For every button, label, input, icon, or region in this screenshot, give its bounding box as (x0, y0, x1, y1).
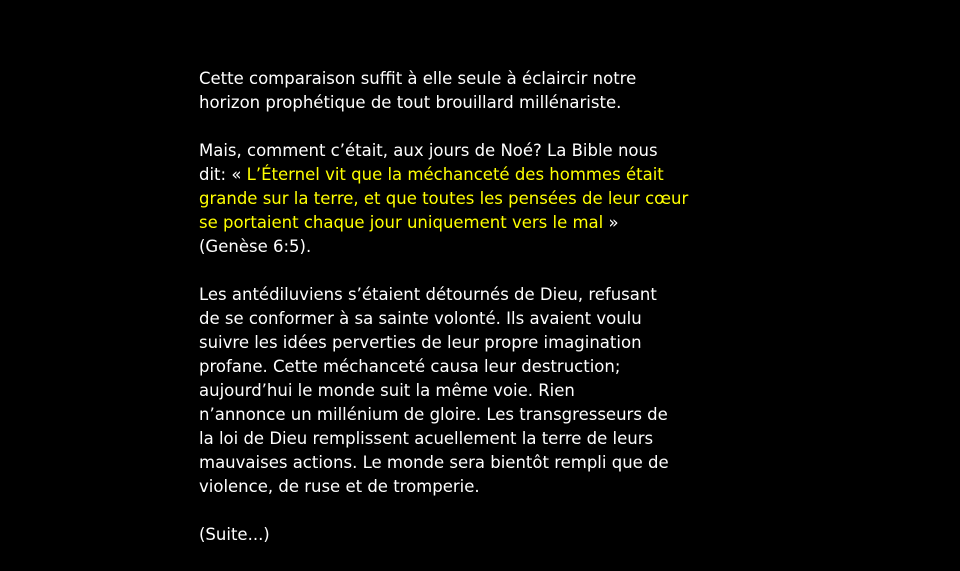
paragraph-line: n’annonce un millénium de gloire. Les transgresseurs de (199, 405, 668, 424)
bible-reference: (Genèse 6:5). (199, 237, 312, 256)
text-block (199, 67, 779, 571)
paragraph-bible-quote (199, 139, 779, 259)
paragraph-line (199, 163, 779, 187)
highlighted-quote: se portaient chaque jour uniquement vers le mal (199, 213, 604, 232)
continuation-text: (Suite...) (199, 525, 270, 544)
quote-close-text: » (603, 213, 619, 232)
paragraph-continuation (199, 523, 779, 547)
paragraph-line: Cette comparaison suffit à elle seule à éclaircir notre (199, 69, 637, 88)
paragraph-line (199, 211, 779, 235)
paragraph-line: horizon prophétique de tout brouillard millénariste. (199, 93, 622, 112)
paragraph-antediluvians (199, 283, 779, 499)
paragraph-line: profane. Cette méchanceté causa leur destruction; (199, 357, 621, 376)
highlighted-quote: grande sur la terre, et que toutes les pensées de leur cœur (199, 189, 689, 208)
paragraph-line: Les antédiluviens s’étaient détournés de Dieu, refusant (199, 285, 657, 304)
paragraph-line: aujourd’hui le monde suit la même voie. Rien (199, 381, 575, 400)
paragraph-line: la loi de Dieu remplissent acuellement la terre de leurs (199, 429, 654, 448)
quote-open-text: dit: « (199, 165, 247, 184)
paragraph-line: de se conformer à sa sainte volonté. Ils avaient voulu (199, 309, 642, 328)
paragraph-line: Mais, comment c’était, aux jours de Noé? La Bible nous (199, 141, 658, 160)
paragraph-line: suivre les idées perverties de leur propre imagination (199, 333, 642, 352)
paragraph-line: mauvaises actions. Le monde sera bientôt rempli que de (199, 453, 669, 472)
paragraph-line: violence, de ruse et de tromperie. (199, 477, 480, 496)
highlighted-quote: L’Éternel vit que la méchanceté des hommes était (246, 165, 664, 184)
paragraph-intro (199, 67, 779, 115)
